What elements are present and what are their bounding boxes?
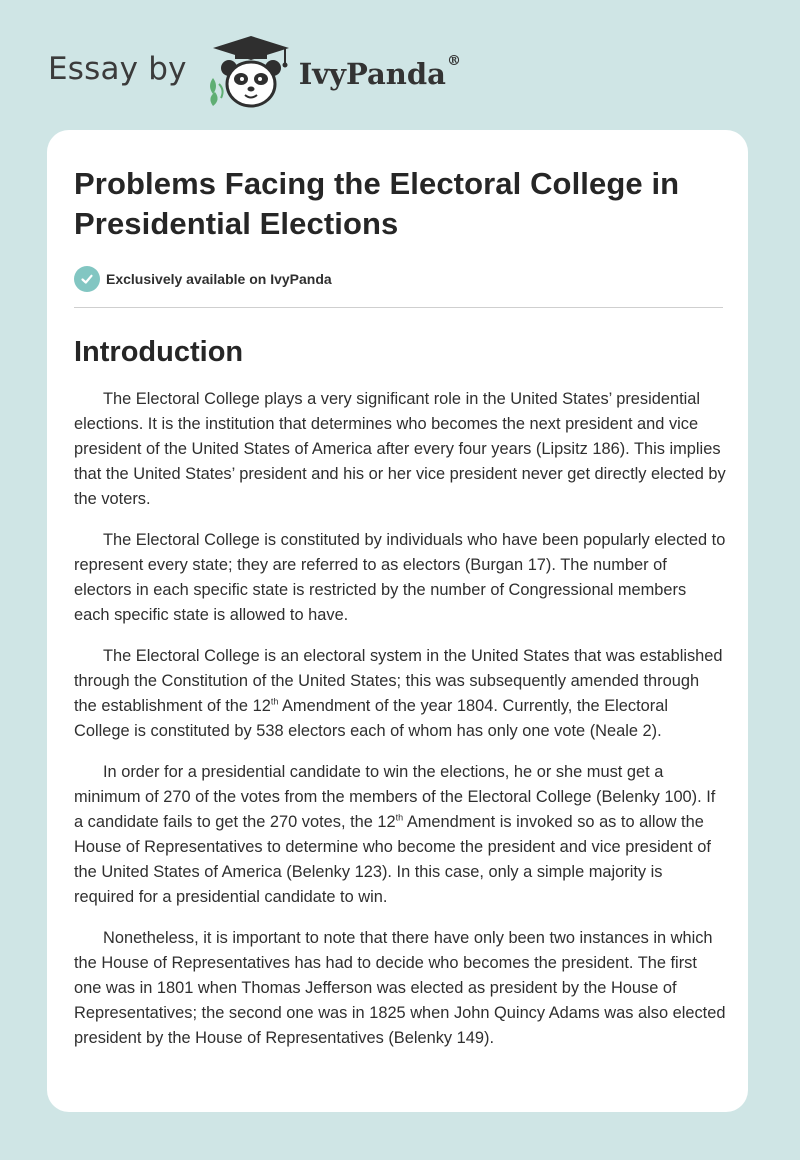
paragraph-2: The Electoral College is constituted by individuals who have been popularly elected to represent every state; they are referred to as electors (Burgan 17). The number of electors in each specific state is restricted by the number of Congressional members each specific state is allowed to have. [74, 531, 726, 624]
badge-label: Exclusively available on IvyPanda [106, 271, 332, 287]
paragraph-5: Nonetheless, it is important to note that there have only been two instances in which the House of Representatives has had to decide who becomes the president. The first one was in 1801 when Thomas Jefferson was elected as president by the House of Representatives; the second one was in 1825 when John Quincy Adams was also elected president by the House of Representatives (Belenky 149). [74, 929, 726, 1047]
registered-mark: ® [446, 53, 461, 69]
brand-name-text: IvyPanda [298, 57, 446, 91]
divider [74, 307, 723, 308]
check-circle-icon [74, 266, 100, 292]
ordinal-suffix: th [270, 696, 279, 707]
essay-card [47, 130, 748, 1112]
brand-prefix: Essay by [48, 51, 187, 87]
essay-body [74, 387, 726, 1051]
panda-graduate-icon[interactable] [205, 34, 297, 110]
paragraph-4: In order for a presidential candidate to win the elections, he or she must get a minimum of 270 of the votes from the members of the Electoral College (Belenky 100). If a candidate fails to get the 270 votes, the 12th Amendment is invoked so as to allow the House of Representatives to determine who become the president and vice president of the United States of America (Belenky 123). In this case, only a simple majority is required for a presidential candidate to win. [74, 763, 716, 906]
page-title: Problems Facing the Electoral College in Presidential Elections [74, 166, 680, 241]
ordinal-suffix: th [395, 812, 404, 823]
paragraph-1: The Electoral College plays a very significant role in the United States’ presidential elections. It is the institution that determines who becomes the next president and vice president of the United States of America after every four years (Lipsitz 186). This implies that the United States’ president and his or her vice president never get directly elected by the voters. [74, 390, 726, 508]
brand-name[interactable] [298, 53, 461, 91]
paragraph-3: The Electoral College is an electoral system in the United States that was established through the Constitution of the United States; this was subsequently amended through the establishment of the 12th Amendment of the year 1804. Currently, the Electoral College is constituted by 538 electors each of whom has only one vote (Neale 2). [74, 647, 723, 740]
site-header [48, 34, 461, 110]
exclusive-badge [74, 266, 722, 292]
section-heading: Introduction [74, 336, 244, 368]
